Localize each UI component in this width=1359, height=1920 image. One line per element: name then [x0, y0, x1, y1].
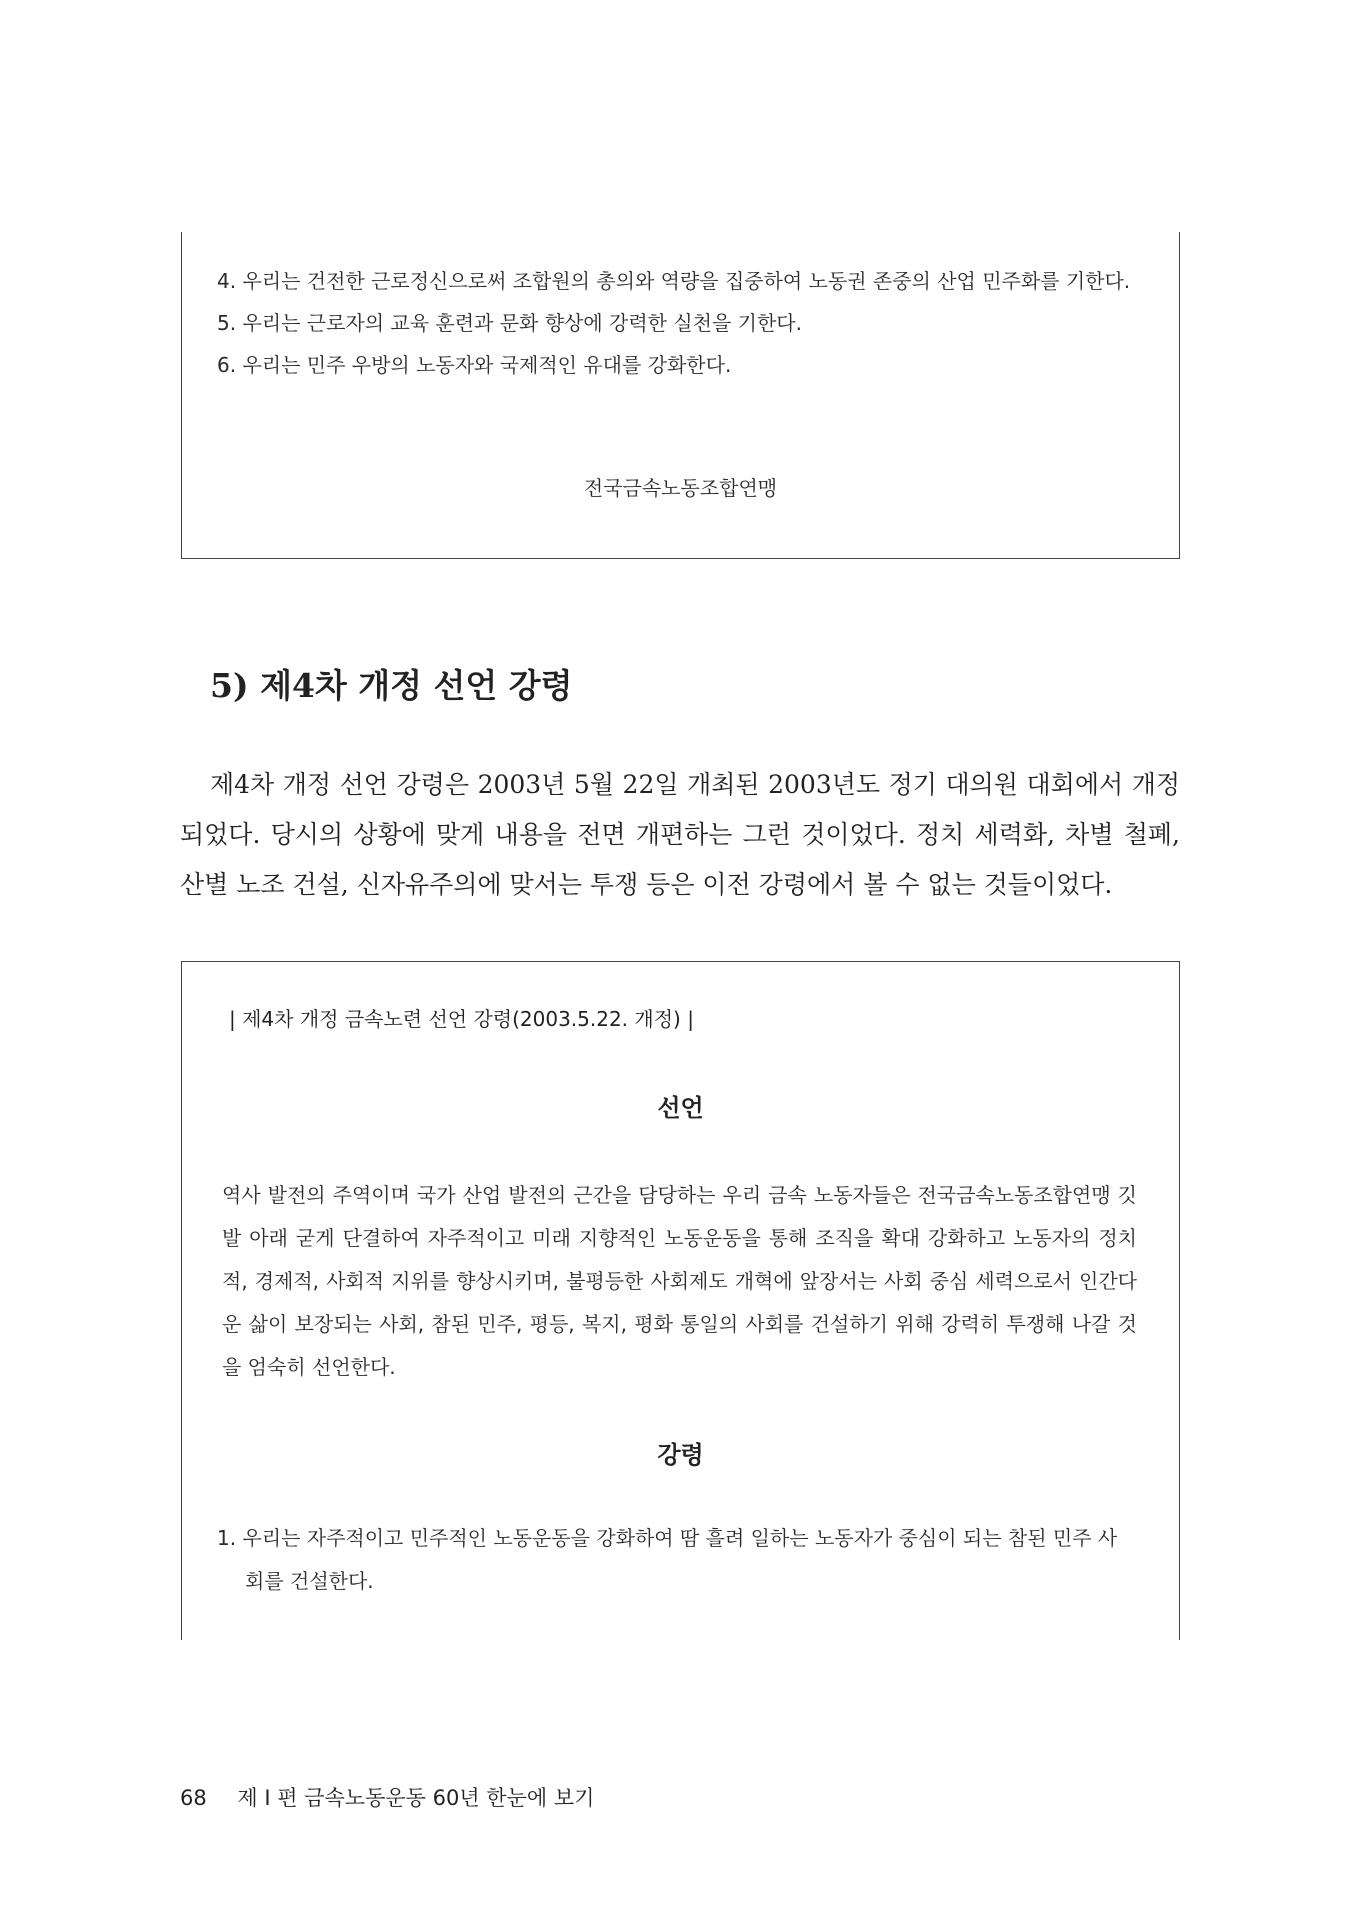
platform-list	[217, 1517, 1132, 1603]
list-item: 5. 우리는 근로자의 교육 훈련과 문화 향상에 강력한 실천을 기한다.	[217, 311, 802, 335]
page-number: 68	[180, 1786, 207, 1810]
declaration-box	[181, 961, 1180, 1640]
platform-title: 강령	[657, 1441, 704, 1469]
continued-text-box	[181, 232, 1180, 559]
section-heading: 5) 제4차 개정 선언 강령	[210, 666, 573, 705]
declaration-text: 역사 발전의 주역이며 국가 산업 발전의 근간을 담당하는 우리 금속 노동자들은 전국금속노동조합연맹 깃발 아래 굳게 단결하여 자주적이고 미래 지향적인 노동운동을 통해 조직을 확대 강화하고 노동자의 정치적, 경제적, 사회적 지위를 향상시키며, 불평등한 사회제도 개혁에 앞장서는 사회 중심 세력으로서 인간다운 삶이 보장되는 사회, 참된 민주, 평등, 복지, 평화 통일의 사회를 건설하기 위해 강력히 투쟁해 나갈 것을 엄숙히 선언한다.	[222, 1183, 1137, 1379]
page-footer	[180, 1782, 594, 1812]
list-item: 6. 우리는 민주 우방의 노동자와 국제적인 유대를 강화한다.	[217, 353, 732, 377]
running-title: 제 I 편 금속노동운동 60년 한눈에 보기	[237, 1786, 595, 1810]
list-item: 1. 우리는 자주적이고 민주적인 노동운동을 강화하여 땀 흘려 일하는 노동자가 중심이 되는 참된 민주 사회를 건설한다.	[217, 1526, 1118, 1593]
box-signature: 전국금속노동조합연맹	[583, 476, 778, 500]
box-caption: | 제4차 개정 금속노련 선언 강령(2003.5.22. 개정) |	[229, 1007, 694, 1031]
declaration-title: 선언	[657, 1094, 704, 1122]
numbered-list	[217, 260, 1132, 386]
list-item: 4. 우리는 건전한 근로정신으로써 조합원의 총의와 역량을 집중하여 노동권 존중의 산업 민주화를 기한다.	[217, 269, 1131, 293]
body-paragraph: 제4차 개정 선언 강령은 2003년 5월 22일 개최된 2003년도 정기 대의원 대회에서 개정되었다. 당시의 상황에 맞게 내용을 전면 개편하는 그런 것이었다. 정치 세력화, 차별 철폐, 산별 노조 건설, 신자유주의에 맞서는 투쟁 등은 이전 강령에서 볼 수 없는 것들이었다.	[180, 770, 1180, 899]
